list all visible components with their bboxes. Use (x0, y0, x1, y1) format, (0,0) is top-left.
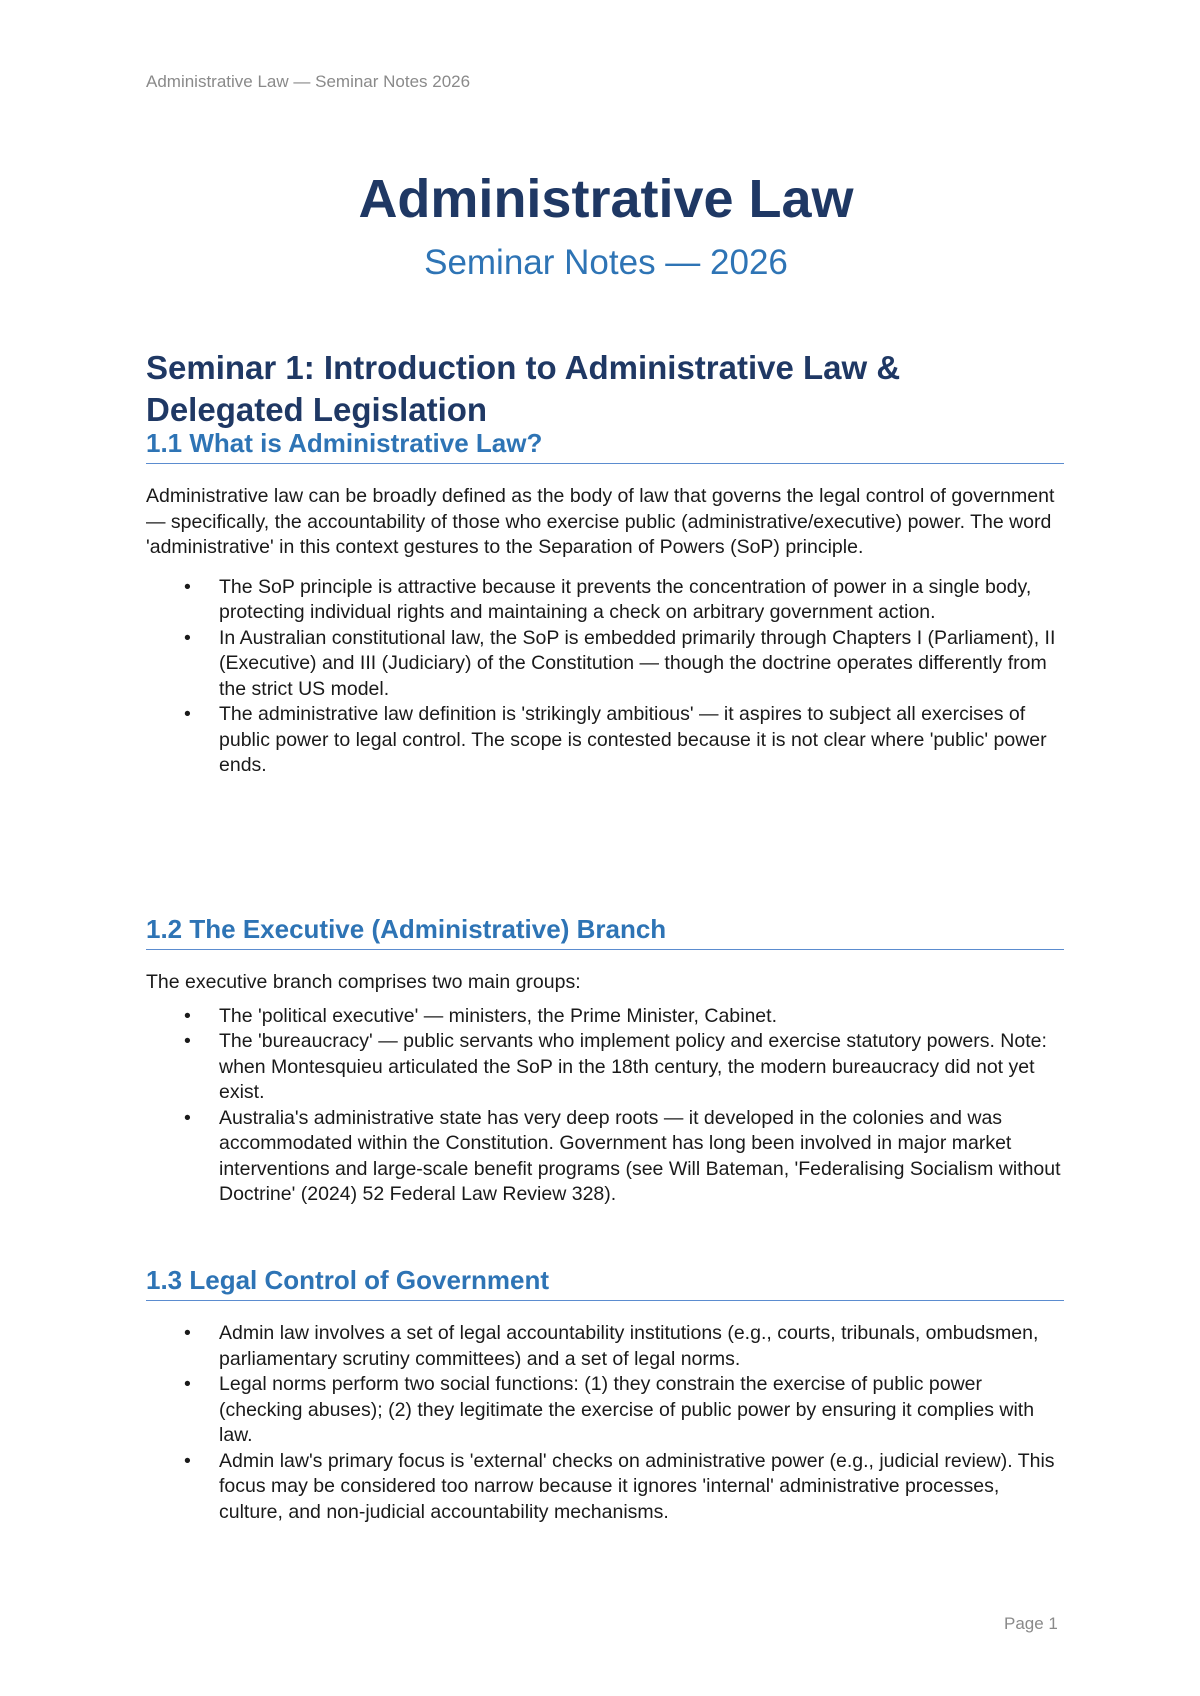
list-item-text: Admin law's primary focus is 'external' checks on administrative power (e.g., judicial review). This focus may be considered too narrow because it ignores 'internal' administrative processes, culture, and non-judicial accountability mechanisms. (219, 1449, 1055, 1523)
bullet-list (146, 575, 1064, 779)
bullet-icon: • (184, 703, 191, 725)
bullet-icon: • (184, 575, 191, 598)
bullet-icon: • (184, 626, 191, 649)
list-item-text: In Australian constitutional law, the SoP is embedded primarily through Chapters I (Parliament), II (Executive) and III (Judiciary) of the Constitution — though the doctrine operates differently from the strict US model. (219, 626, 1056, 700)
list-item-text: Admin law involves a set of legal accountability institutions (e.g., courts, tribunals, ombudsmen, parliamentary scrutiny committees) and a set of legal norms. (219, 1322, 1039, 1370)
section-intro: Administrative law can be broadly defined as the body of law that governs the legal control of government — specifically, the accountability of those who exercise public (administrative/executive) power. The word 'administrative' in this context gestures to the Separation of Powers (SoP) principle. (146, 485, 1055, 558)
list-item (146, 1106, 1064, 1208)
list-item-text: Australia's administrative state has very deep roots — it developed in the colonies and was accommodated within the Constitution. Government has long been involved in major market interventions and large-scale benefit programs (see Will Bateman, 'Federalising Socialism without Doctrine' (2024) 52 Federal Law Review 328). (219, 1106, 1061, 1205)
list-item-text: The 'political executive' — ministers, the Prime Minister, Cabinet. (219, 1004, 777, 1027)
list-item (146, 1029, 1064, 1106)
list-item (146, 1372, 1064, 1449)
list-item-text: The 'bureaucracy' — public servants who implement policy and exercise statutory powers. Note: when Montesquieu articulated the SoP in the 18th century, the modern bureaucracy did not yet exist. (219, 1030, 1047, 1103)
list-item-text: Legal norms perform two social functions: (1) they constrain the exercise of public power (checking abuses); (2) they legitimate the exercise of public power by ensuring it complies with law. (219, 1373, 1035, 1446)
section-1-3 (146, 1263, 1064, 1525)
list-item (146, 702, 1064, 779)
bullet-list (146, 1321, 1064, 1525)
list-item (146, 1004, 1064, 1030)
section-heading: 1.1 What is Administrative Law? (146, 426, 1064, 464)
list-item (146, 575, 1064, 626)
bullet-icon: • (184, 1004, 191, 1027)
bullet-icon: • (184, 1322, 191, 1344)
bullet-list (146, 1004, 1064, 1208)
bullet-icon: • (184, 1373, 191, 1395)
bullet-icon: • (184, 1030, 191, 1052)
section-heading: 1.2 The Executive (Administrative) Branch (146, 912, 1064, 950)
list-item (146, 626, 1064, 703)
bullet-icon: • (184, 1449, 191, 1472)
document-title: Administrative Law (358, 169, 854, 229)
list-item (146, 1449, 1064, 1526)
page-number: Page 1 (1004, 1614, 1058, 1633)
running-header: Administrative Law — Seminar Notes 2026 (146, 72, 471, 91)
document-subtitle: Seminar Notes — 2026 (424, 243, 788, 282)
bullet-icon: • (184, 1106, 191, 1129)
section-1-2 (146, 912, 1064, 1208)
section-heading: 1.3 Legal Control of Government (146, 1263, 1064, 1301)
list-item-text: The administrative law definition is 'strikingly ambitious' — it aspires to subject all exercises of public power to legal control. The scope is contested because it is not clear where 'public' power ends. (219, 703, 1047, 776)
section-1-1 (146, 426, 1064, 779)
seminar-heading: Seminar 1: Introduction to Administrative Law & Delegated Legislation (146, 349, 901, 428)
section-intro: The executive branch comprises two main groups: (146, 971, 581, 993)
list-item (146, 1321, 1064, 1372)
list-item-text: The SoP principle is attractive because it prevents the concentration of power in a single body, protecting individual rights and maintaining a check on arbitrary government action. (219, 575, 1032, 623)
